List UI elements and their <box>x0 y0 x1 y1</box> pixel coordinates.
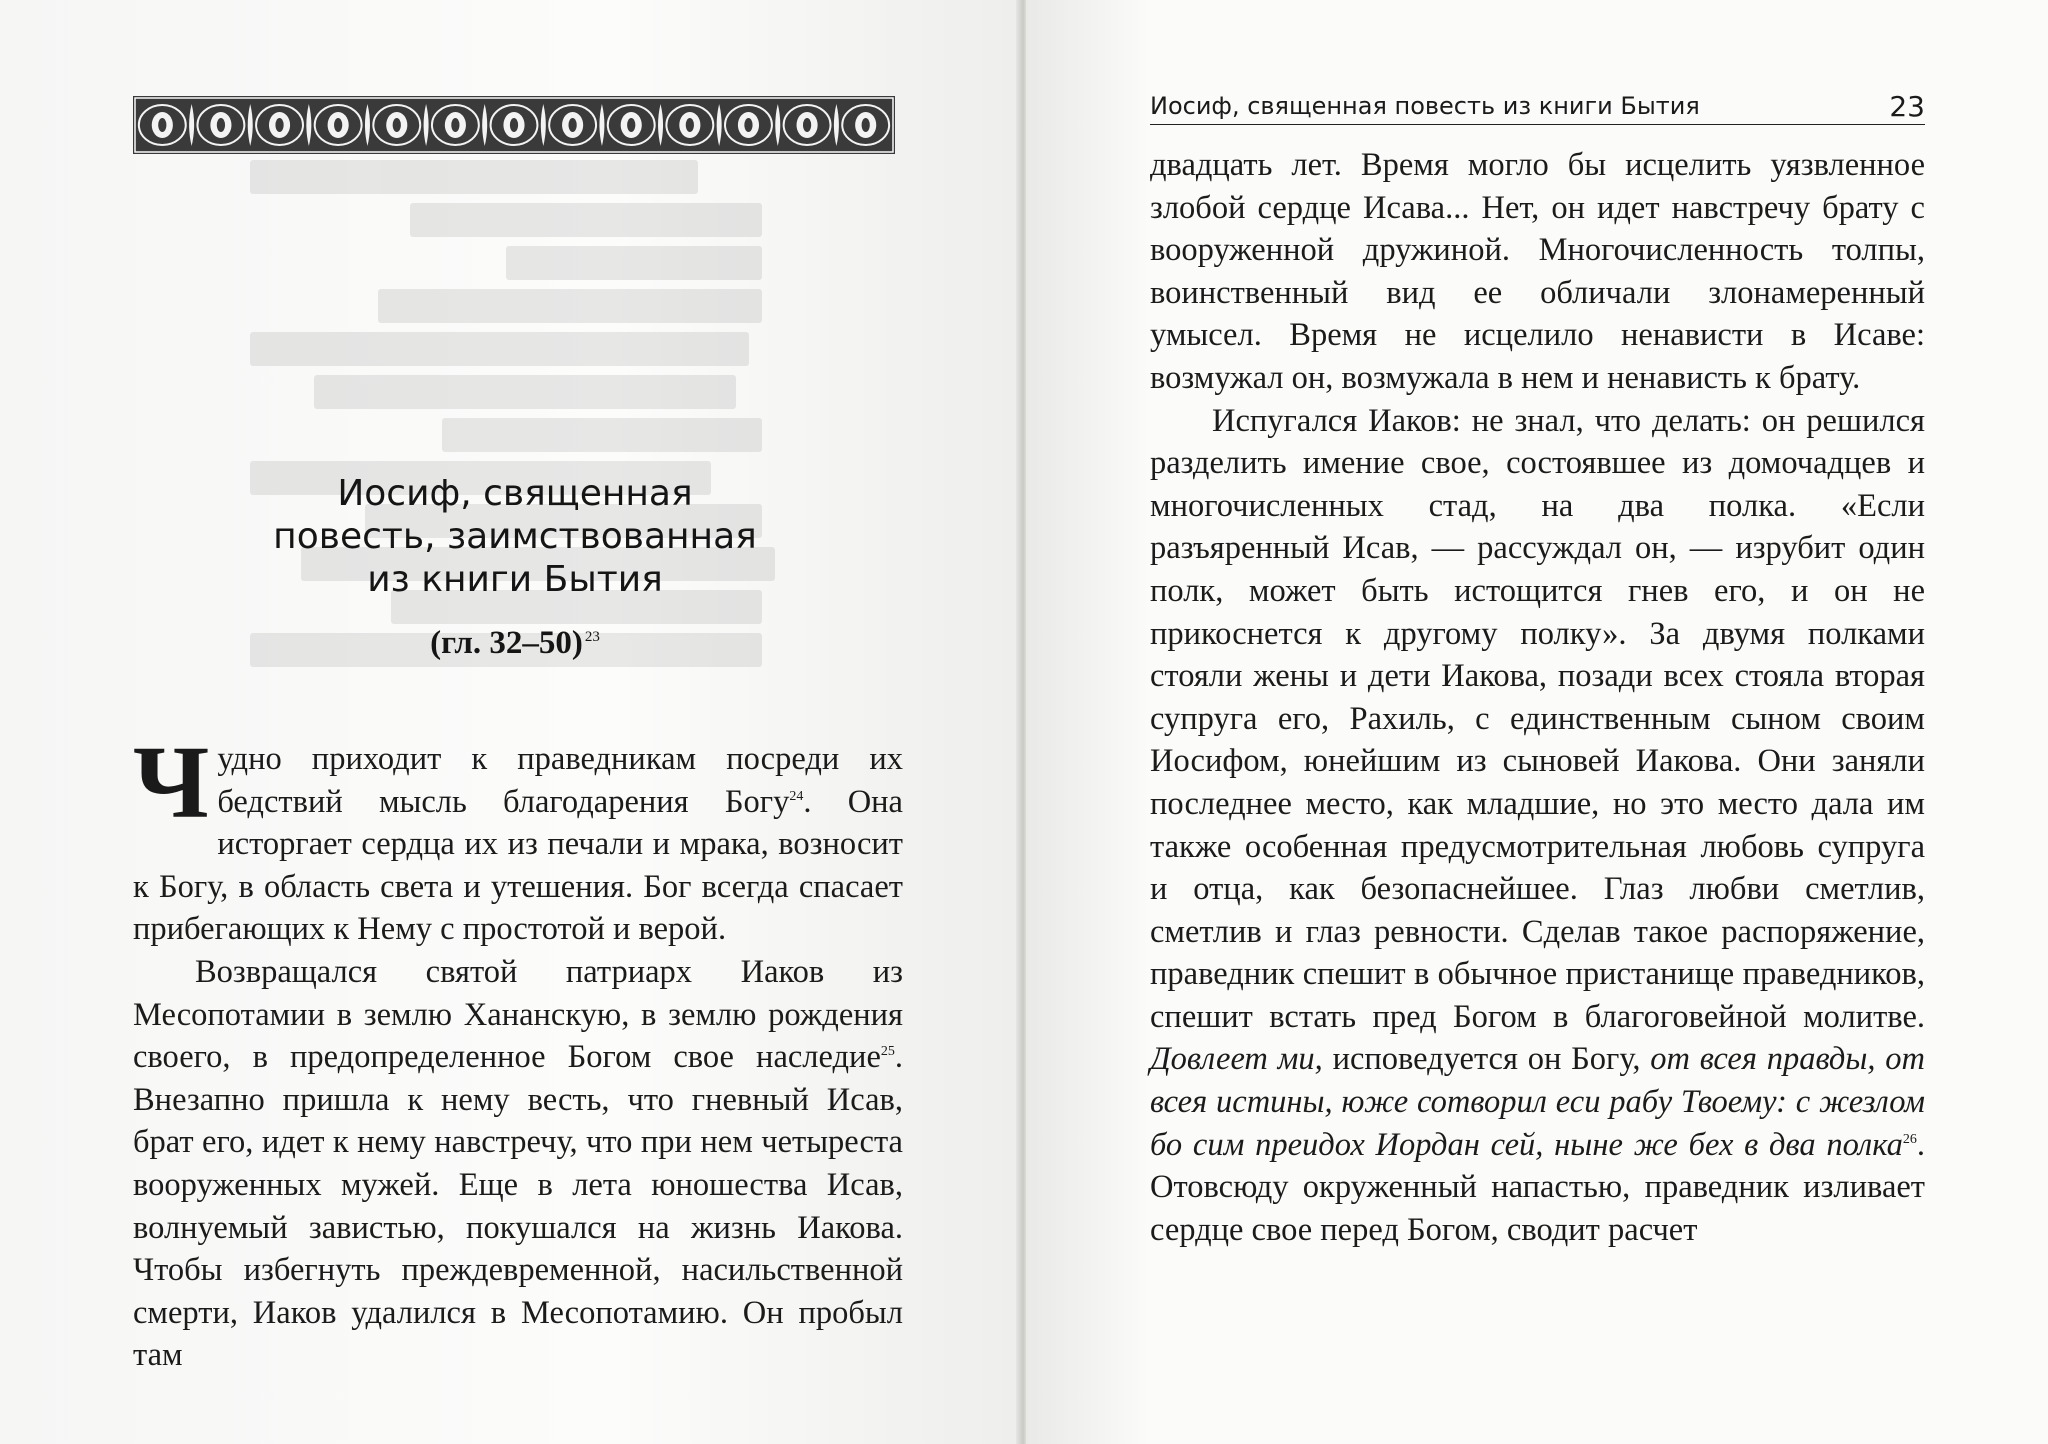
italic-quote: Довлеет ми, <box>1150 1041 1323 1078</box>
paragraph-text: двадцать лет. Время могло бы исцелить уязвленное злобой сердце Исава... Нет, он идет навстречу брату с вооруженной дружиной. Многочисленность толпы, воинственный вид ее обличали злонамеренный умысел. Время не исцелило ненависти в Исаве: возмужал он, возмужала в нем и ненависть к брату. <box>1150 147 1925 396</box>
footnote-marker: 24 <box>789 788 804 804</box>
chapter-subtitle <box>175 625 855 662</box>
running-head-title: Иосиф, священная повесть из книги Бытия <box>1150 92 1700 120</box>
paragraph <box>133 951 903 1377</box>
chapter-title-line: Иосиф, священная <box>337 473 693 514</box>
paragraph <box>1150 400 1925 1252</box>
floral-border-ornament-icon <box>133 96 895 154</box>
running-head <box>1150 90 1925 125</box>
italic-quote: от всея правды, от всея истины, юже сотворил еси рабу Твоему: с жезлом бо сим преидох Иордан сей, ныне же бех в два полка <box>1150 1041 1925 1163</box>
paragraph-text: . Она исторгает сердца их из печали и мрака, возносит к Богу, в область света и утешения. Бог всегда спасает прибегающих к Нему с простотой и верой. <box>133 783 903 948</box>
paragraph-text: исповедуется он Богу, <box>1332 1041 1641 1078</box>
right-body-text <box>1150 144 1925 1251</box>
footnote-marker: 23 <box>584 629 600 645</box>
chapter-title <box>175 472 855 601</box>
left-body-text <box>133 725 903 1377</box>
footnote-marker: 25 <box>880 1044 895 1060</box>
paragraph-text: . Отовсюду окруженный напастью, праведник изливает сердце свое перед Богом, сводит расчет <box>1150 1126 1925 1248</box>
chapter-title-line: повесть, заимствованная <box>273 516 757 557</box>
footnote-marker: 26 <box>1902 1131 1917 1147</box>
paragraph-text: . Внезапно пришла к нему весть, что гневный Исав, брат его, идет к нему навстречу, что при нем четыреста вооруженных мужей. Еще в лета юношества Исав, волнуемый завистью, покушался на жизнь Иакова. Чтобы избегнуть преждевременной, насильственной смерти, Иаков удалился в Месопотамию. Он пробыл там <box>133 1039 903 1374</box>
chapter-title-line: из книги Бытия <box>367 559 663 600</box>
drop-cap: Ч <box>133 725 210 840</box>
chapter-range: (гл. 32–50) <box>430 625 583 661</box>
right-page <box>1026 0 2048 1444</box>
paragraph <box>1150 144 1925 400</box>
paragraph-text: Испугался Иаков: не знал, что делать: он решился разделить имение свое, состоявшее из домочадцев и многочисленных стад, на два полка. «Если разъяренный Исав, — рассуждал он, — изрубит один полк, может быть истощится гнев его, и он не прикоснется к другому полку». За двумя полками стояли жены и дети Иакова, позади всех стояла вторая супруга его, Рахиль, с единственным сыном своим Иосифом, юнейшим из сыновей Иакова. Они заняли последнее место, как младшие, но это место дала им также особенная предусмотрительная любовь супруга и отца, как безопаснейшее. Глаз любви сметлив, сметлив и глаз ревности. Сделав такое распоряжение, праведник спешит в обычное пристанище праведников, спешит встать пред Богом в благоговейной молитве. <box>1150 402 1925 1035</box>
paragraph <box>133 725 903 951</box>
left-page <box>0 0 1022 1444</box>
paragraph-text: удно приходит к праведникам посреди их бедствий мысль благодарения Богу <box>217 741 903 820</box>
paragraph-text: Возвращался святой патриарх Иаков из Месопотамии в землю Хананскую, в землю рождения своего, в предопределенное Богом свое наследие <box>133 953 903 1076</box>
page-number: 23 <box>1889 90 1925 123</box>
